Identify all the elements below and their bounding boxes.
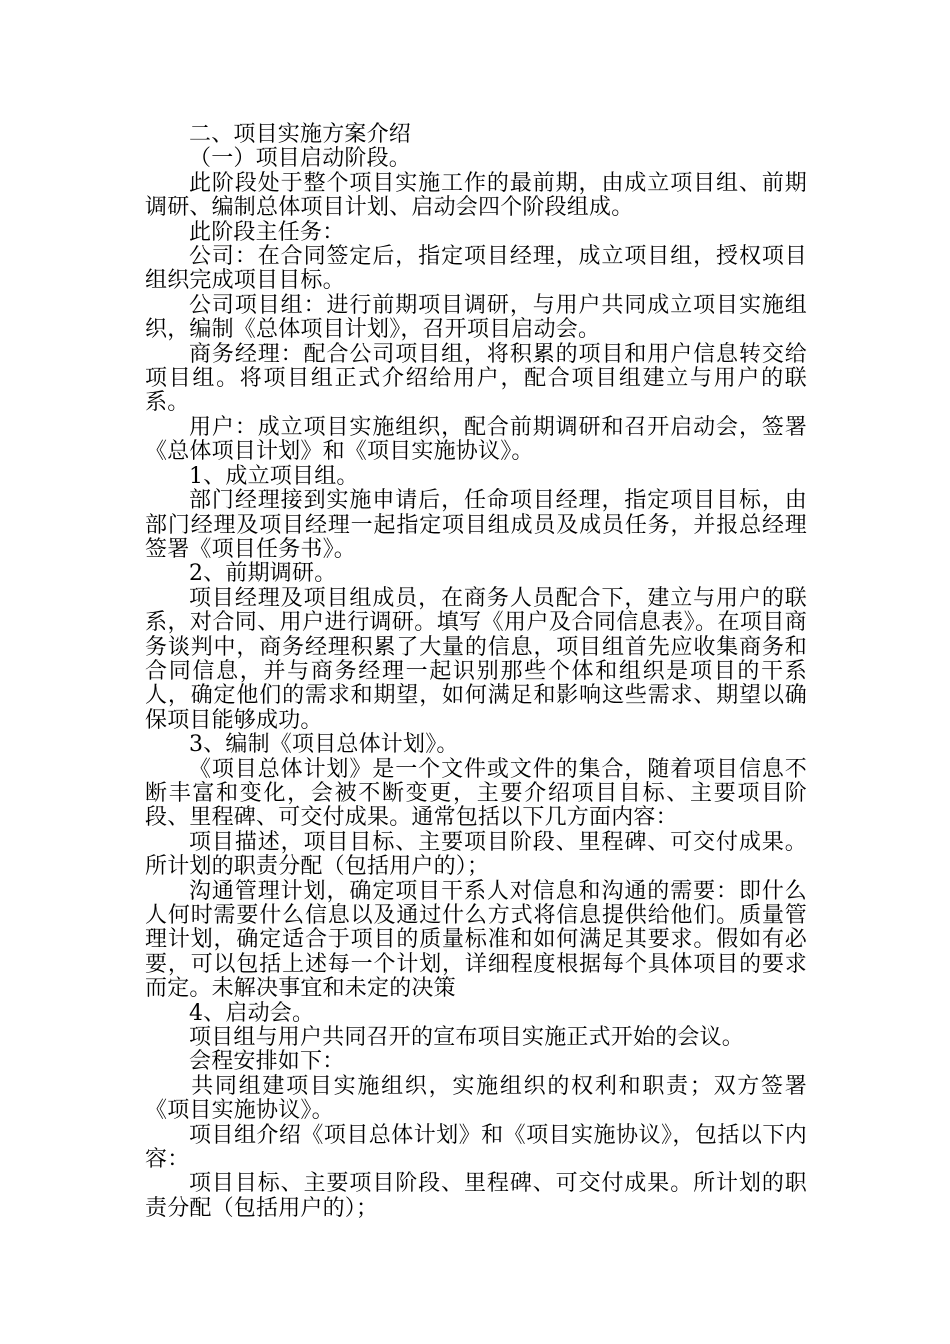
subsection-heading: （一）项目启动阶段。 <box>189 146 412 172</box>
body-paragraph: 共同组建项目实施组织，实施组织的权利和职责；双方签署《项目实施协议》。 <box>145 1073 807 1124</box>
step-heading: 2、前期调研。 <box>189 561 337 587</box>
body-paragraph: 公司项目组：进行前期项目调研，与用户共同成立项目实施组织，编制《总体项目计划》，召开项目启动会。 <box>145 292 807 343</box>
step-heading: 3、编制《项目总体计划》。 <box>189 732 459 758</box>
body-paragraph: 公司：在合同签定后，指定项目经理，成立项目组，授权项目组织完成项目目标。 <box>145 244 807 294</box>
body-paragraph: 项目组介绍《项目总体计划》和《项目实施协议》，包括以下内容： <box>145 1122 807 1173</box>
body-paragraph: 项目目标、主要项目阶段、里程碑、可交付成果。所计划的职责分配（包括用户的）； <box>145 1171 807 1221</box>
body-paragraph: 项目组与用户共同召开的宣布项目实施正式开始的会议。 <box>189 1025 745 1051</box>
body-paragraph: 此阶段处于整个项目实施工作的最前期，由成立项目组、前期调研、编制总体项目计划、启动会四个阶段组成。 <box>145 170 807 221</box>
body-paragraph: 部门经理接到实施申请后，任命项目经理，指定项目目标，由部门经理及项目经理一起指定项目组成员及成员任务，并报总经理签署《项目任务书》。 <box>145 488 807 562</box>
body-paragraph: 此阶段主任务： <box>189 219 345 245</box>
body-paragraph: 项目经理及项目组成员，在商务人员配合下，建立与用户的联系，对合同、用户进行调研。填写《用户及合同信息表》。在项目商务谈判中，商务经理积累了大量的信息，项目组首先应收集商务和合同信息，并与商务经理一起识别那些个体和组织是项目的干系人，确定他们的需求和期望，如何满足和影响这些需求、期望以确保项目能够成功。 <box>145 585 807 733</box>
step-heading: 4、启动会。 <box>189 1000 315 1026</box>
body-paragraph: 沟通管理计划，确定项目干系人对信息和沟通的需要：即什么人何时需要什么信息以及通过什么方式将信息提供给他们。质量管理计划，确定适合于项目的质量标准和如何满足其要求。假如有必要，可以包括上述每一个计划，详细程度根据每个具体项目的要求而定。未解决事宜和未定的决策 <box>145 878 807 1002</box>
section-heading: 二、项目实施方案介绍 <box>189 122 412 147</box>
step-heading: 1、成立项目组。 <box>189 463 359 489</box>
body-paragraph: 《项目总体计划》是一个文件或文件的集合，随着项目信息不断丰富和变化，会被不断变更，主要介绍项目目标、主要项目阶段、里程碑、可交付成果。通常包括以下几方面内容： <box>145 756 807 831</box>
body-paragraph: 项目描述，项目目标、主要项目阶段、里程碑、可交付成果。所计划的职责分配（包括用户的）； <box>145 829 807 880</box>
body-paragraph: 用户：成立项目实施组织，配合前期调研和召开启动会，签署《总体项目计划》和《项目实施协议》。 <box>145 414 807 465</box>
body-paragraph: 商务经理：配合公司项目组，将积累的项目和用户信息转交给项目组。将项目组正式介绍给用户，配合项目组建立与用户的联系。 <box>145 341 807 416</box>
body-paragraph: 会程安排如下： <box>189 1049 345 1075</box>
document-body <box>145 123 807 1221</box>
